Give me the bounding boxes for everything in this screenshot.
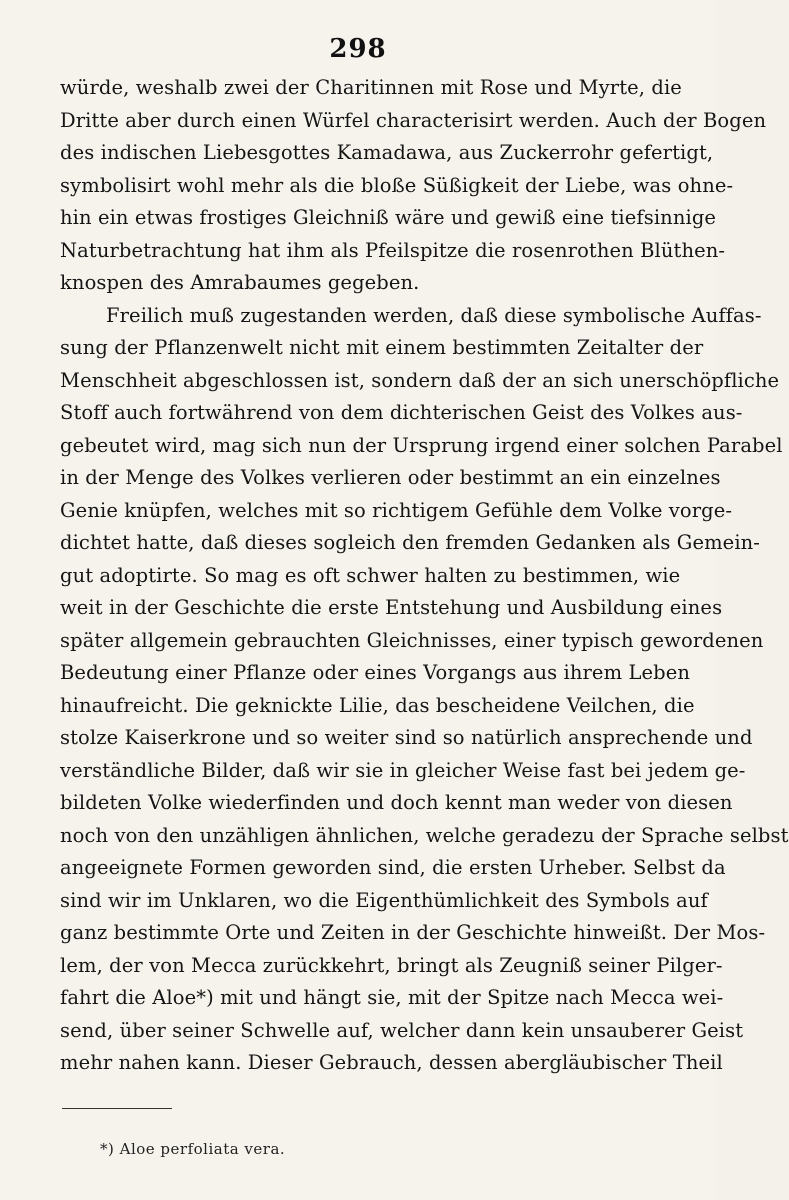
text-line: sind wir im Unklaren, wo die Eigenthümlichkeit des Symbols auf [60, 888, 708, 912]
text-line: knospen des Amrabaumes gegeben. [60, 271, 420, 294]
footnote-separator [62, 1108, 172, 1109]
text-line: fahrt die Aloe*) mit und hängt sie, mit der Spitze nach Mecca wei- [60, 986, 724, 1009]
text-line: symbolisirt wohl mehr als die bloße Süßigkeit der Liebe, was ohne- [60, 173, 734, 197]
paragraph-start-line: Freilich muß zugestanden werden, daß diese symbolische Auffas- [106, 303, 762, 327]
text-line: Bedeutung einer Pflanze oder eines Vorgangs aus ihrem Leben [60, 661, 691, 684]
text-line: bildeten Volke wiederfinden und doch kennt man weder von diesen [60, 791, 733, 814]
text-line: noch von den unzähligen ähnlichen, welche geradezu der Sprache selbst [60, 823, 789, 847]
text-line: gebeutet wird, mag sich nun der Ursprung irgend einer solchen Parabel [60, 433, 783, 457]
text-line: dichtet hatte, daß dieses sogleich den fremden Gedanken als Gemein- [60, 531, 760, 554]
text-line: hin ein etwas frostiges Gleichniß wäre und gewiß eine tiefsinnige [60, 206, 717, 229]
text-line: hinaufreicht. Die geknickte Lilie, das bescheidene Veilchen, die [60, 693, 695, 717]
text-line: weit in der Geschichte die erste Entstehung und Ausbildung eines [60, 596, 723, 619]
text-line: Menschheit abgeschlossen ist, sondern daß der an sich unerschöpfliche [60, 368, 780, 392]
text-line: würde, weshalb zwei der Charitinnen mit Rose und Myrte, die [60, 76, 682, 99]
text-line: in der Menge des Volkes verlieren oder bestimmt an ein einzelnes [60, 466, 721, 489]
page-number: 298 [329, 34, 387, 64]
text-line: mehr nahen kann. Dieser Gebrauch, dessen abergläubischer Theil [60, 1051, 723, 1074]
text-line: sung der Pflanzenwelt nicht mit einem bestimmten Zeitalter der [60, 336, 704, 359]
text-line: gut adoptirte. So mag es oft schwer halten zu bestimmen, wie [60, 563, 681, 587]
text-line: ganz bestimmte Orte und Zeiten in der Geschichte hinweißt. Der Mos- [60, 921, 766, 944]
footnote: *) Aloe perfoliata vera. [100, 1140, 286, 1158]
text-line: stolze Kaiserkrone und so weiter sind so natürlich ansprechende und [60, 726, 753, 749]
text-line: send, über seiner Schwelle auf, welcher dann kein unsauberer Geist [60, 1018, 744, 1042]
text-line: verständliche Bilder, daß wir sie in gleicher Weise fast bei jedem ge- [60, 758, 746, 782]
text-line: Stoff auch fortwährend von dem dichterischen Geist des Volkes aus- [60, 401, 743, 424]
text-line: lem, der von Mecca zurückkehrt, bringt als Zeugniß seiner Pilger- [60, 953, 723, 977]
text-line: Dritte aber durch einen Würfel characterisirt werden. Auch der Bogen [60, 108, 767, 132]
text-line: angeeignete Formen geworden sind, die ersten Urheber. Selbst da [60, 856, 726, 879]
text-line: des indischen Liebesgottes Kamadawa, aus Zuckerrohr gefertigt, [60, 141, 714, 164]
text-line: später allgemein gebrauchten Gleichnisses, einer typisch gewordenen [60, 628, 764, 652]
body-text [60, 72, 789, 1080]
text-line: Naturbetrachtung hat ihm als Pfeilspitze die rosenrothen Blüthen- [60, 238, 726, 262]
text-line: Genie knüpfen, welches mit so richtigem Gefühle dem Volke vorge- [60, 498, 733, 522]
